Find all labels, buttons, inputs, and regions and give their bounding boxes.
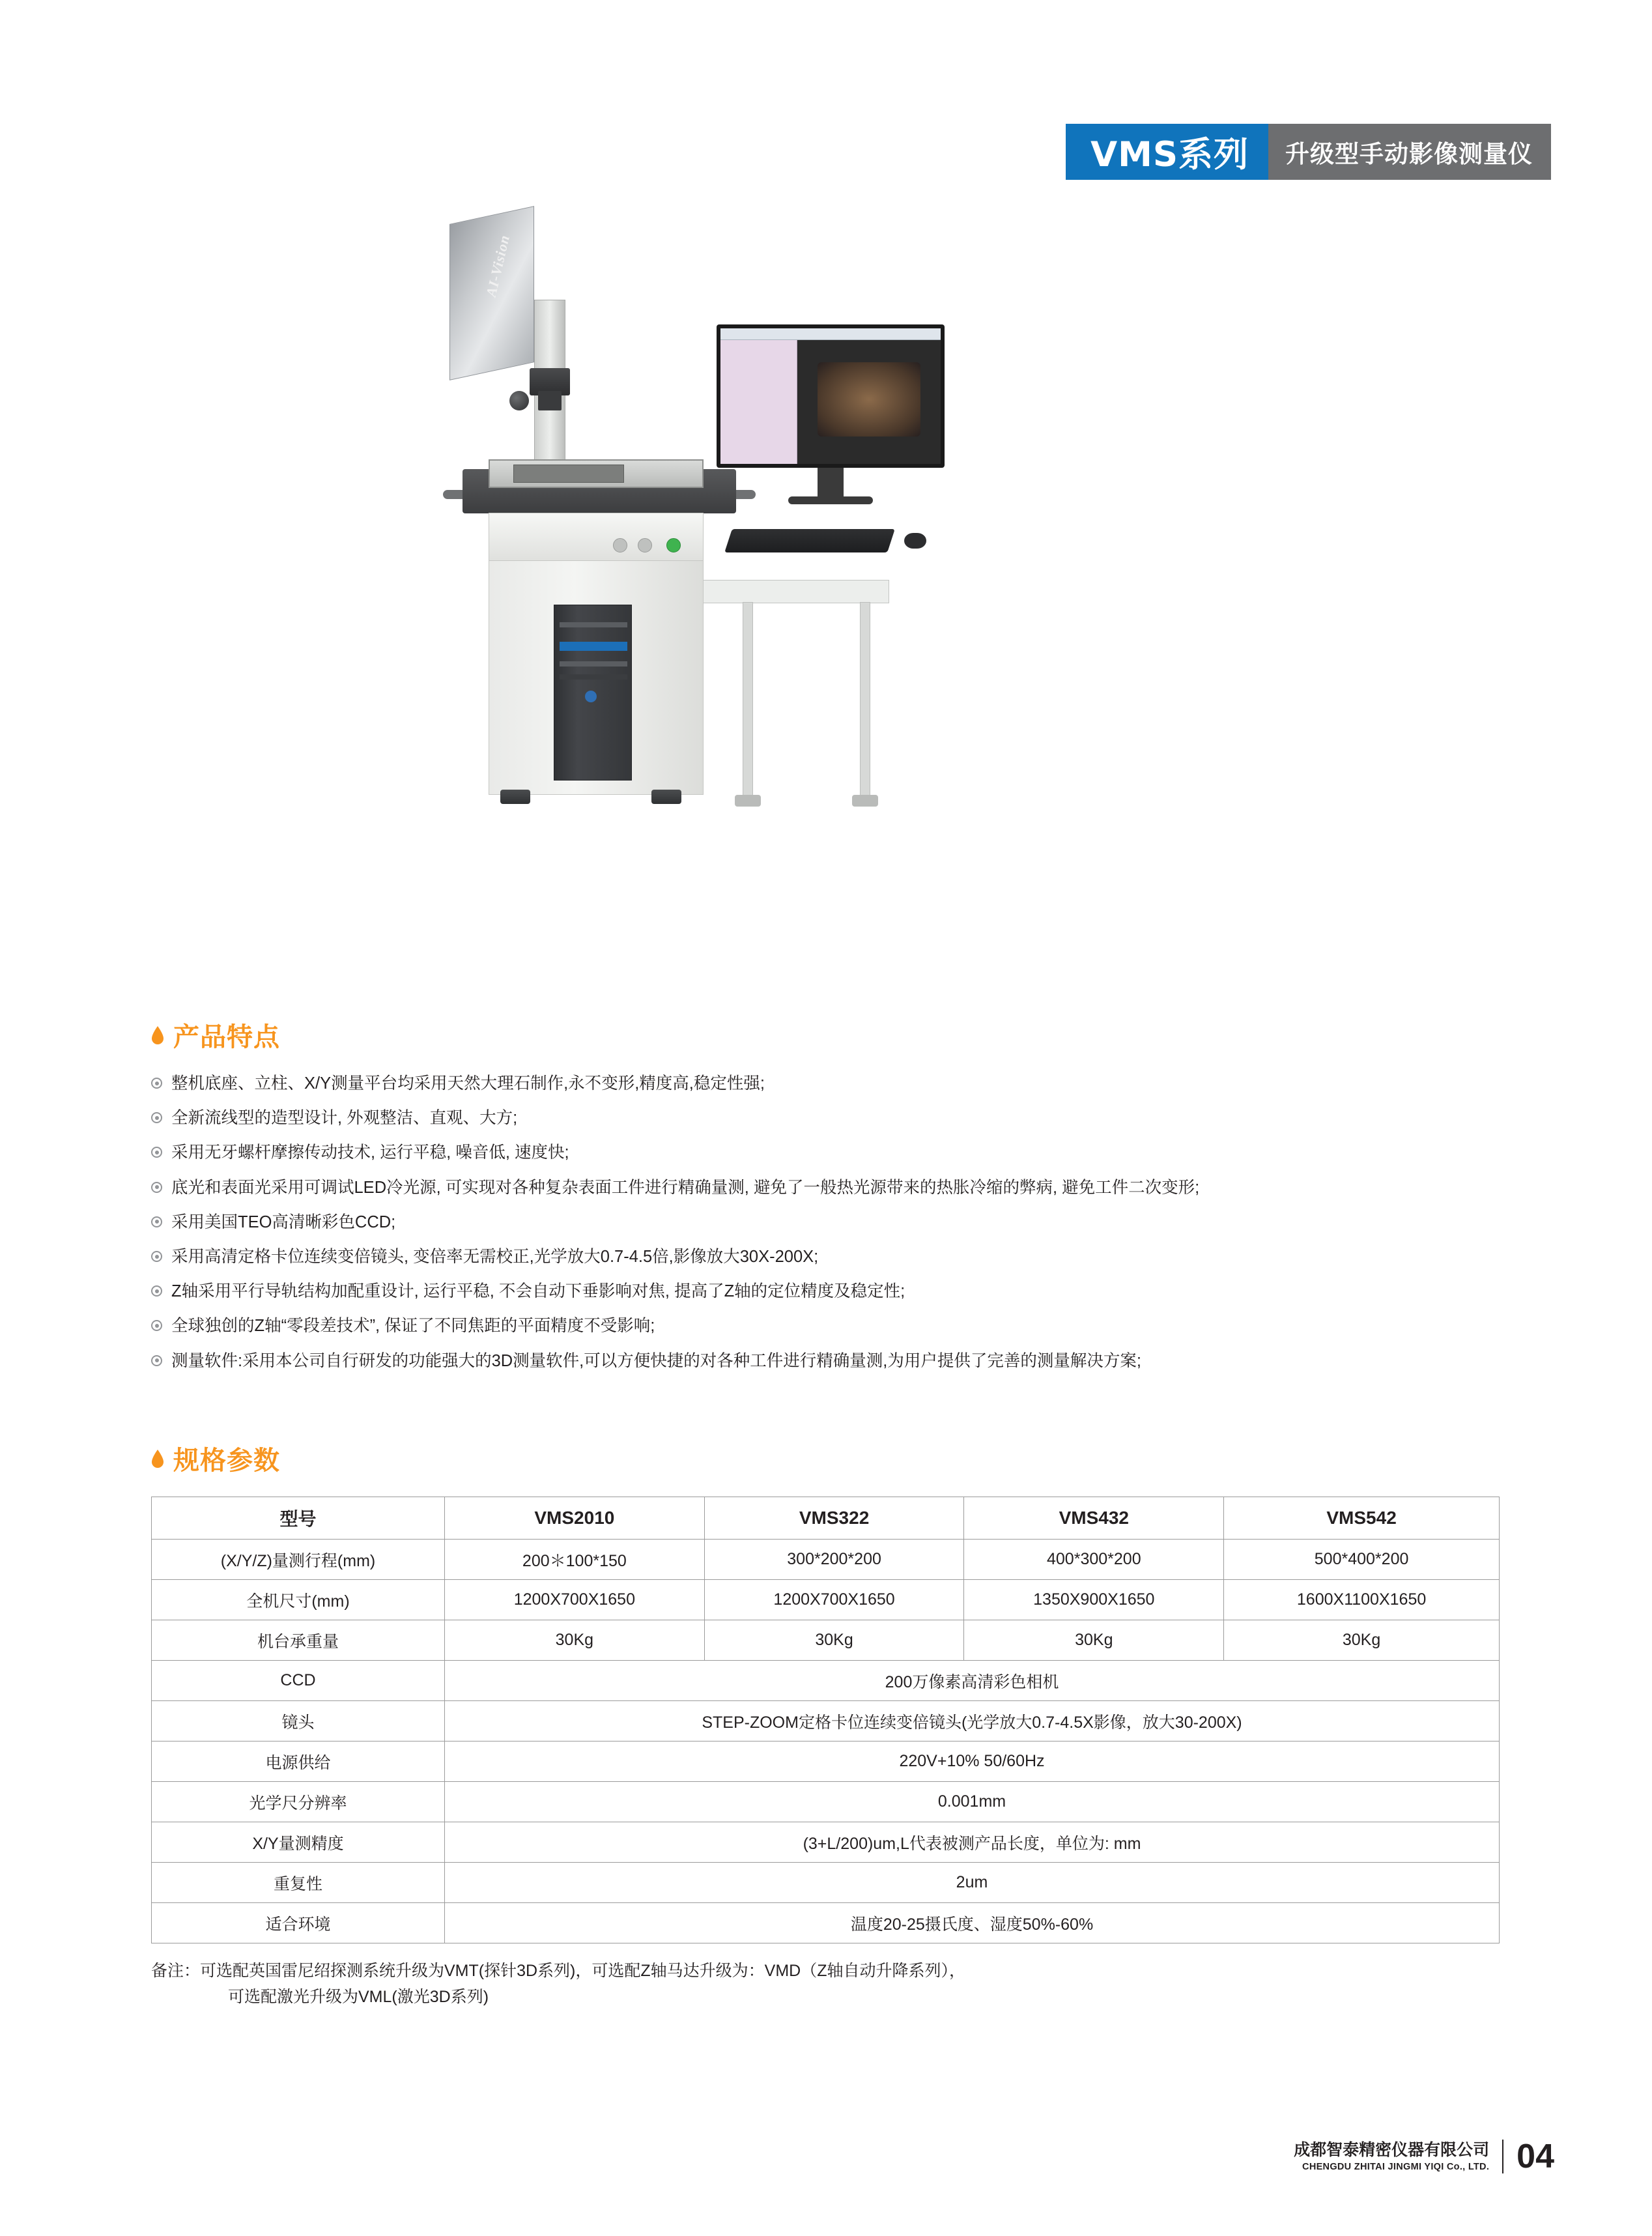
row-value: 0.001mm: [445, 1782, 1500, 1822]
column-header: VMS2010: [445, 1497, 705, 1540]
specs-note: [151, 1958, 1652, 2010]
row-label: CCD: [152, 1661, 445, 1701]
feature-text: 采用无牙螺杆摩擦传动技术, 运行平稳, 噪音低, 速度快;: [171, 1143, 569, 1162]
pc-drive-bay-3: [560, 674, 627, 680]
column-header: VMS432: [964, 1497, 1224, 1540]
row-label: 全机尺寸(mm): [152, 1580, 445, 1620]
row-label: 适合环境: [152, 1903, 445, 1943]
row-value: 300*200*200: [704, 1540, 964, 1580]
feature-text: 全球独创的Z轴“零段差技术”, 保证了不同焦距的平面精度不受影响;: [171, 1317, 655, 1336]
row-value: 30Kg: [704, 1620, 964, 1661]
bullet-icon: [151, 1251, 162, 1262]
row-value: 30Kg: [964, 1620, 1224, 1661]
header-subtitle: 升级型手动影像测量仪: [1268, 124, 1551, 180]
desk-foot-right: [852, 795, 878, 807]
monitor-screen: [720, 328, 941, 464]
keyboard: [724, 529, 895, 552]
row-value: 200＊100*150: [445, 1540, 705, 1580]
machine-foot-left: [500, 790, 530, 804]
row-label: 电源供给: [152, 1742, 445, 1782]
objective-lens: [538, 391, 562, 410]
table-row: [152, 1903, 1500, 1943]
bullet-icon: [151, 1147, 162, 1158]
bullet-icon: [151, 1320, 162, 1331]
feature-text: 采用高清定格卡位连续变倍镜头, 变倍率无需校正,光学放大0.7-4.5倍,影像放大30X-200X;: [171, 1248, 819, 1267]
bullet-icon: [151, 1182, 162, 1193]
desk-surface: [700, 580, 889, 603]
row-value: (3+L/200)um,L代表被测产品长度，单位为: mm: [445, 1822, 1500, 1863]
feature-text: 测量软件:采用本公司自行研发的功能强大的3D测量软件,可以方便快捷的对各种工件进行精确量测,为用户提供了完善的测量解决方案;: [171, 1351, 1141, 1370]
table-row: [152, 1580, 1500, 1620]
specs-heading-text: 规格参数: [173, 1446, 280, 1475]
feature-item: [151, 1314, 1652, 1338]
row-value: 200万像素高清彩色相机: [445, 1661, 1500, 1701]
table-row: [152, 1863, 1500, 1903]
row-value: 1350X900X1650: [964, 1580, 1224, 1620]
row-value: 30Kg: [1224, 1620, 1500, 1661]
desk-leg-left: [743, 602, 753, 797]
desk-leg-right: [860, 602, 870, 797]
row-value: 30Kg: [445, 1620, 705, 1661]
machine-foot-right: [651, 790, 681, 804]
feature-item: [151, 1245, 1652, 1268]
feature-text: 底光和表面光采用可调试LED冷光源, 可实现对各种复杂表面工件进行精确量测, 避免了一般热光源带来的热胀冷缩的弊病, 避免工件二次变形;: [171, 1178, 1200, 1197]
software-panel-left: [720, 340, 797, 464]
bullet-icon: [151, 1355, 162, 1366]
features-heading-text: 产品特点: [173, 1023, 280, 1052]
row-label: 机台承重量: [152, 1620, 445, 1661]
row-value: 400*300*200: [964, 1540, 1224, 1580]
row-label: (X/Y/Z)量测行程(mm): [152, 1540, 445, 1580]
column-header: 型号: [152, 1497, 445, 1540]
row-label: 光学尺分辨率: [152, 1782, 445, 1822]
table-row: [152, 1742, 1500, 1782]
table-row: [152, 1822, 1500, 1863]
feature-text: 采用美国TEO高清晰彩色CCD;: [171, 1212, 396, 1231]
header-banner: [1066, 124, 1551, 180]
table-row: [152, 1701, 1500, 1742]
feature-text: Z轴采用平行导轨结构加配重设计, 运行平稳, 不会自动下垂影响对焦, 提高了Z轴的定位精度及稳定性;: [171, 1282, 905, 1301]
feature-item: [151, 1176, 1652, 1199]
feature-item: [151, 1211, 1652, 1234]
row-value: 1200X700X1650: [445, 1580, 705, 1620]
column-header: VMS322: [704, 1497, 964, 1540]
specs-table-body: [152, 1540, 1500, 1943]
column-header: VMS542: [1224, 1497, 1500, 1540]
specs-table: [151, 1497, 1500, 1943]
row-label: 重复性: [152, 1863, 445, 1903]
table-row: [152, 1620, 1500, 1661]
software-body: [720, 340, 941, 464]
row-value: 1600X1100X1650: [1224, 1580, 1500, 1620]
specs-note-line-1: 备注：可选配英国雷尼绍探测系统升级为VMT(探针3D系列)，可选配Z轴马达升级为：VMD（Z轴自动升降系列），: [151, 1962, 965, 1980]
power-button[interactable]: [666, 538, 681, 552]
bullet-icon: [151, 1216, 162, 1227]
desk-foot-left: [735, 795, 761, 807]
feature-item: [151, 1072, 1652, 1095]
feature-text: 整机底座、立柱、X/Y测量平台均采用天然大理石制作,永不变形,精度高,稳定性强;: [171, 1074, 765, 1093]
footer-divider: [1502, 2140, 1503, 2173]
control-panel: [489, 513, 704, 562]
machine-brand-label: AI-Vision: [482, 233, 513, 298]
features-list: [151, 1072, 1652, 1373]
stage-glass-window: [513, 465, 624, 483]
feature-item: [151, 1106, 1652, 1130]
software-view: [797, 340, 941, 464]
bullet-icon: [151, 1112, 162, 1123]
row-value: 2um: [445, 1863, 1500, 1903]
company-name-en: CHENGDU ZHITAI JINGMI YIQI Co., LTD.: [1302, 2161, 1490, 2172]
company-block: [1294, 2140, 1489, 2172]
row-value: STEP-ZOOM定格卡位连续变倍镜头(光学放大0.7-4.5X影像，放大30-200X): [445, 1701, 1500, 1742]
row-value: 220V+10% 50/60Hz: [445, 1742, 1500, 1782]
feature-item: [151, 1141, 1652, 1164]
feature-item: [151, 1280, 1652, 1303]
specs-table-head: [152, 1497, 1500, 1540]
droplet-icon: [151, 1026, 164, 1044]
row-value: 1200X700X1650: [704, 1580, 964, 1620]
pc-drive-bay-1: [560, 622, 627, 627]
table-row: [152, 1661, 1500, 1701]
page-footer: [1294, 2140, 1554, 2173]
features-heading: [151, 1016, 1652, 1054]
product-photo: [339, 195, 1316, 964]
row-label: X/Y量测精度: [152, 1822, 445, 1863]
specs-section: [0, 1440, 1652, 2010]
row-label: 镜头: [152, 1701, 445, 1742]
monitor: [717, 324, 945, 468]
measured-part-preview: [818, 362, 920, 437]
panel-knob-2[interactable]: [638, 538, 652, 552]
monitor-stand: [818, 468, 844, 499]
series-title: VMS系列: [1066, 124, 1268, 180]
mouse: [904, 533, 926, 549]
feature-item: [151, 1349, 1652, 1373]
row-value: 温度20-25摄氏度、湿度50%-60%: [445, 1903, 1500, 1943]
pc-badge: [560, 642, 627, 651]
features-section: [0, 1016, 1652, 1384]
company-name-cn: 成都智泰精密仪器有限公司: [1294, 2141, 1490, 2160]
software-toolbar: [720, 328, 941, 340]
droplet-icon: [151, 1450, 164, 1468]
specs-heading: [151, 1440, 1652, 1477]
table-row: [152, 1540, 1500, 1580]
row-value: 500*400*200: [1224, 1540, 1500, 1580]
panel-knob-1[interactable]: [613, 538, 627, 552]
bullet-icon: [151, 1285, 162, 1297]
table-header-row: [152, 1497, 1500, 1540]
table-row: [152, 1782, 1500, 1822]
feature-text: 全新流线型的造型设计, 外观整洁、直观、大方;: [171, 1109, 518, 1128]
pc-power-button[interactable]: [585, 691, 597, 702]
specs-note-line-2: 可选配激光升级为VML(激光3D系列): [228, 1988, 489, 2006]
page-number: 04: [1517, 2138, 1554, 2175]
focus-knob: [509, 391, 529, 410]
pc-drive-bay-2: [560, 661, 627, 666]
monitor-base: [788, 496, 873, 504]
bullet-icon: [151, 1078, 162, 1089]
